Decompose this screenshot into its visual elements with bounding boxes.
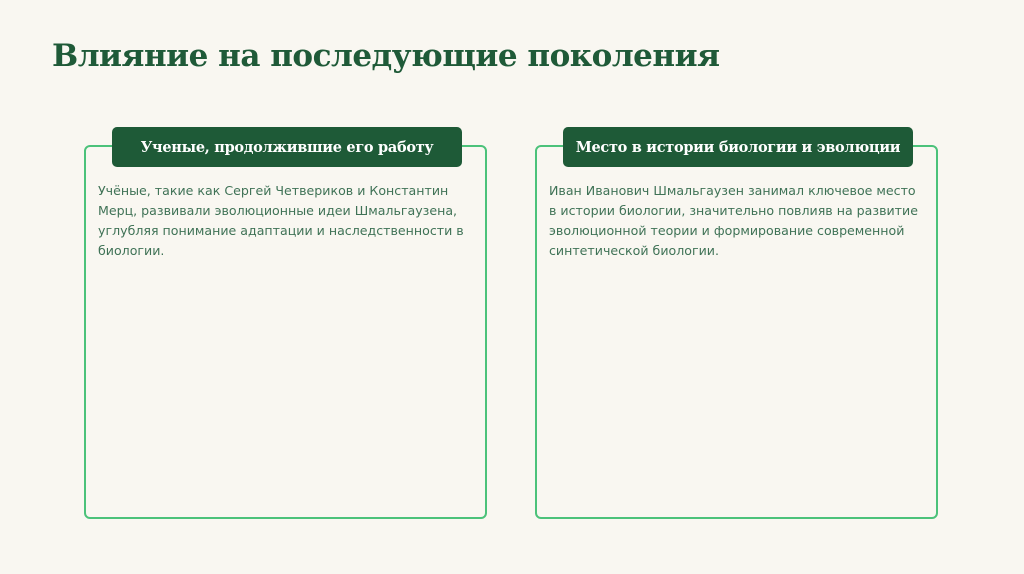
slide-title: Влияние на последующие поколения xyxy=(52,38,720,74)
card-successors xyxy=(84,138,487,519)
card-header-successors: Ученые, продолжившие его работу xyxy=(112,127,462,167)
card-body-history: Иван Иванович Шмальгаузен занимал ключевое место в истории биологии, значительно повлияв на развитие эволюционной теории и формирование современной синтетической биологии. xyxy=(549,183,918,258)
card-history xyxy=(535,138,938,519)
card-body-successors: Учёные, такие как Сергей Четвериков и Константин Мерц, развивали эволюционные идеи Шмальгаузена, углубляя понимание адаптации и наследственности в биологии. xyxy=(98,183,464,258)
card-header-history: Место в истории биологии и эволюции xyxy=(563,127,913,167)
